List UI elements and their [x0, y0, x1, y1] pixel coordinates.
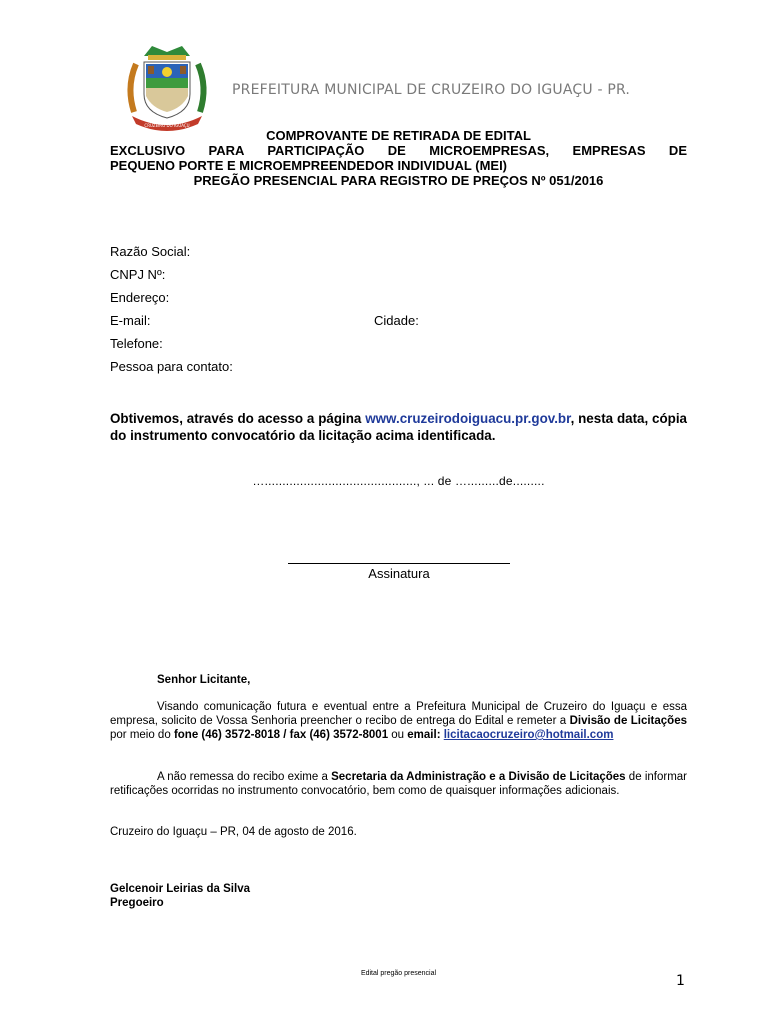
signature-label: Assinatura — [368, 566, 430, 581]
title-line-2: EXCLUSIVO PARA PARTICIPAÇÃO DE MICROEMPRESAS, EMPRESAS DE — [110, 143, 687, 158]
p1-email-label: email: — [407, 729, 441, 741]
field-cidade: Cidade: — [374, 313, 419, 328]
notice-paragraph-1 — [110, 700, 687, 742]
signer-name: Gelcenoir Leirias da Silva — [110, 883, 250, 895]
field-razao-social: Razão Social: — [110, 244, 191, 259]
signer-role: Pregoeiro — [110, 897, 164, 909]
field-contato: Pessoa para contato: — [110, 359, 233, 374]
greeting: Senhor Licitante, — [157, 674, 251, 686]
document-title — [110, 128, 687, 188]
p1-text-c: por meio do — [110, 729, 174, 741]
email-link[interactable]: licitacaocruzeiro@hotmail.com — [443, 729, 614, 741]
p2-text-c: de informar retificações ocorridas no instrumento convocatório, bem como de quaisquer informações adicionais. — [110, 771, 688, 797]
field-endereco: Endereço: — [110, 290, 170, 305]
page-number: 1 — [676, 973, 685, 989]
date-line: …..........................................., ... de ….........de......... — [252, 474, 545, 488]
place-date: Cruzeiro do Iguaçu – PR, 04 de agosto de 2016. — [110, 826, 357, 838]
field-email: E-mail: — [110, 313, 151, 328]
obtained-text-after: , nesta data, cópia do instrumento convocatório da licitação acima identificada. — [110, 411, 688, 443]
p1-text-a: Visando comunicação futura e eventual entre a Prefeitura Municipal de Cruzeiro do Iguaçu e essa empresa, solicito de Vossa Senhoria preencher o recibo de entrega do Edital e remeter a — [110, 701, 687, 727]
municipality-header: PREFEITURA MUNICIPAL DE CRUZEIRO DO IGUAÇU - PR. — [232, 82, 631, 98]
field-cnpj: CNPJ Nº: — [110, 267, 166, 282]
p1-phone: fone (46) 3572-8018 / fax (46) 3572-8001 — [173, 729, 389, 741]
obtained-text-before: Obtivemos, através do acesso a página — [110, 411, 366, 426]
svg-text:CRUZEIRO DO IGUAÇU: CRUZEIRO DO IGUAÇU — [144, 123, 190, 128]
p2-text-a: A não remessa do recibo exime a — [157, 771, 332, 783]
signature-line — [288, 553, 510, 564]
p1-division: Divisão de Licitações — [569, 715, 687, 727]
p2-bold: Secretaria da Administração e a Divisão de Licitações — [331, 771, 626, 783]
footer-note: Edital pregão presencial — [360, 970, 437, 977]
coat-of-arms-icon — [122, 42, 212, 132]
title-line-4: PREGÃO PRESENCIAL PARA REGISTRO DE PREÇOS Nº 051/2016 — [193, 173, 604, 188]
field-telefone: Telefone: — [110, 336, 163, 351]
title-line-3: PEQUENO PORTE E MICROEMPREENDEDOR INDIVIDUAL (MEI) — [110, 158, 508, 173]
p1-text-e: ou — [388, 729, 408, 741]
notice-paragraph-2 — [110, 770, 687, 798]
website-link[interactable]: www.cruzeirodoiguacu.pr.gov.br — [365, 411, 571, 426]
signer-block — [110, 882, 250, 910]
obtained-statement — [110, 410, 687, 444]
title-line-1: COMPROVANTE DE RETIRADA DE EDITAL — [266, 128, 531, 143]
